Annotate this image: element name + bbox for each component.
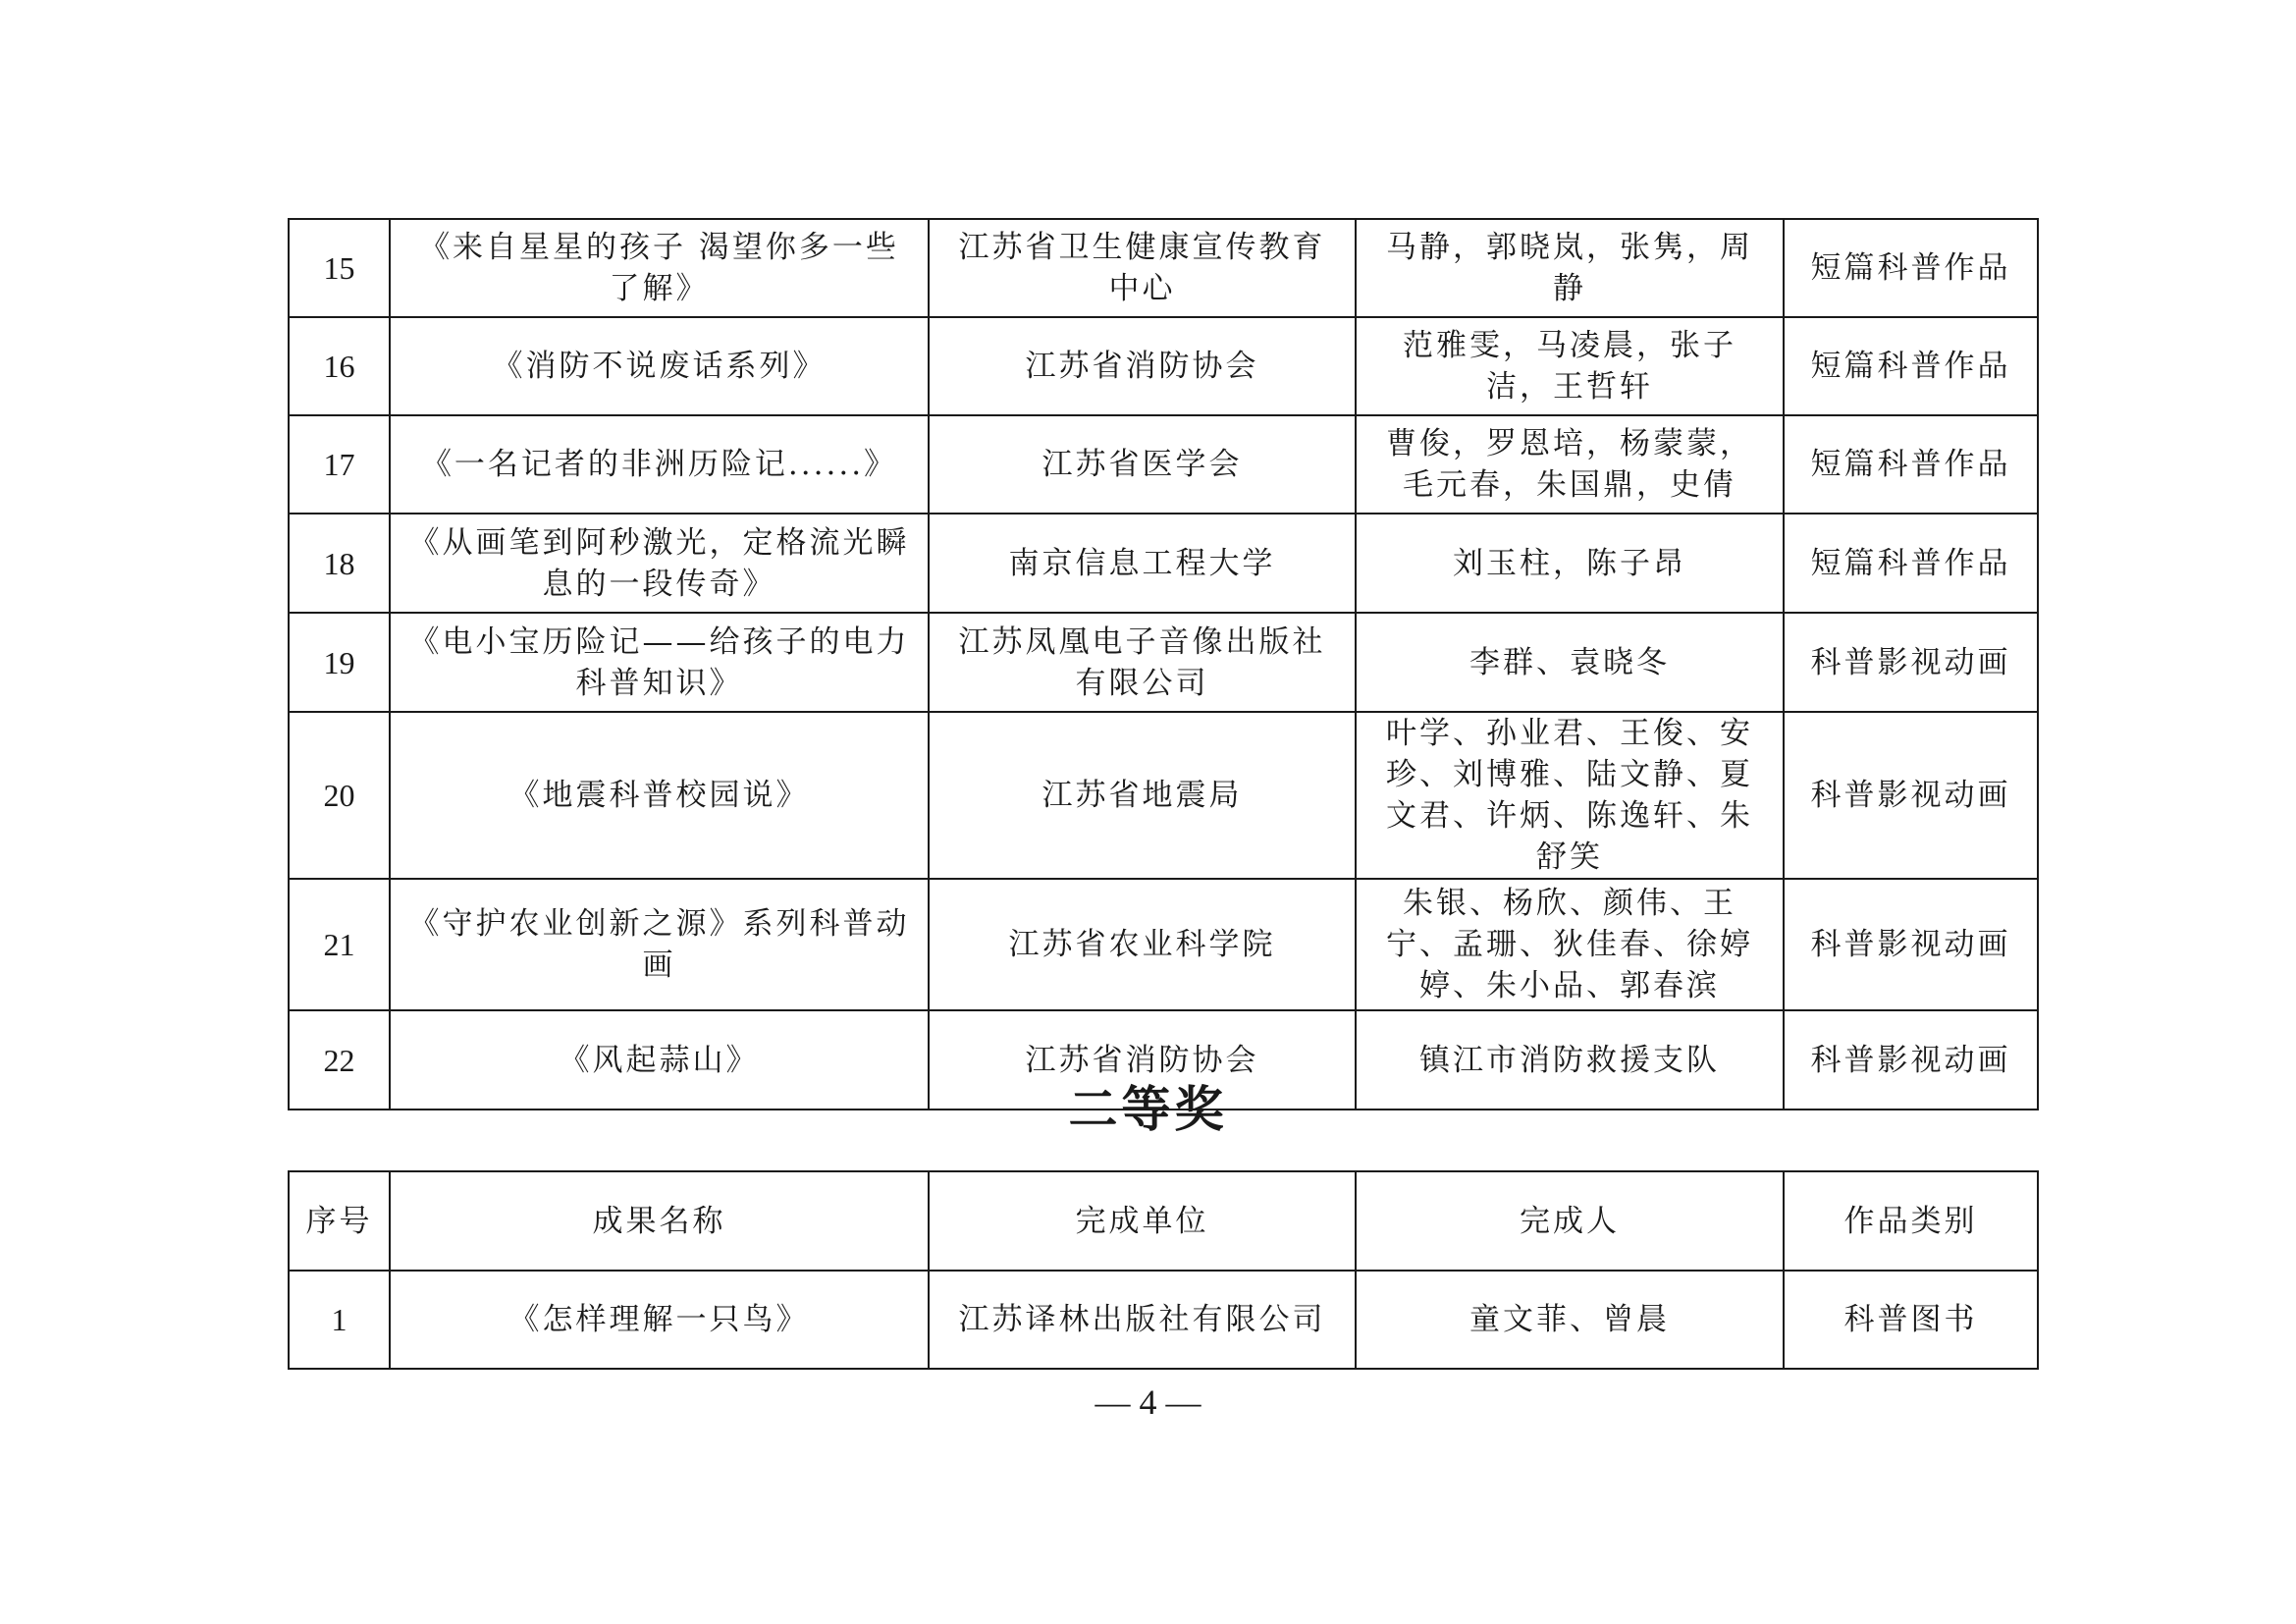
table-row [289, 415, 2038, 514]
header-title: 成果名称 [390, 1171, 929, 1271]
completing-unit: 南京信息工程大学 [929, 514, 1356, 613]
completing-unit: 江苏省消防协会 [929, 317, 1356, 415]
work-category: 科普影视动画 [1784, 879, 2038, 1010]
authors: 曹俊，罗恩培，杨蒙蒙，毛元春，朱国鼎，史倩 [1356, 415, 1784, 514]
work-title: 《守护农业创新之源》系列科普动画 [390, 879, 929, 1010]
first-prize-table-continued [288, 218, 2039, 1110]
row-number: 17 [289, 415, 390, 514]
completing-unit: 江苏省消防协会 [929, 1010, 1356, 1110]
authors: 童文菲、曾晨 [1356, 1271, 1784, 1369]
work-category: 科普图书 [1784, 1271, 2038, 1369]
row-number: 16 [289, 317, 390, 415]
authors: 叶学、孙业君、王俊、安珍、刘博雅、陆文静、夏文君、许炳、陈逸轩、朱舒笑 [1356, 712, 1784, 879]
work-title: 《怎样理解一只鸟》 [390, 1271, 929, 1369]
work-title: 《从画笔到阿秒激光，定格流光瞬息的一段传奇》 [390, 514, 929, 613]
header-authors: 完成人 [1356, 1171, 1784, 1271]
row-number: 15 [289, 219, 390, 317]
work-category: 短篇科普作品 [1784, 317, 2038, 415]
authors: 朱银、杨欣、颜伟、王宁、孟珊、狄佳春、徐婷婷、朱小品、郭春滨 [1356, 879, 1784, 1010]
header-number: 序号 [289, 1171, 390, 1271]
work-category: 科普影视动画 [1784, 613, 2038, 712]
table-header-row [289, 1171, 2038, 1271]
work-category: 科普影视动画 [1784, 1010, 2038, 1110]
work-title: 《消防不说废话系列》 [390, 317, 929, 415]
row-number: 22 [289, 1010, 390, 1110]
page-number: — 4 — [1095, 1382, 1201, 1422]
table-row [289, 879, 2038, 1010]
second-prize-table [288, 1170, 2039, 1370]
row-number: 19 [289, 613, 390, 712]
completing-unit: 江苏省卫生健康宣传教育中心 [929, 219, 1356, 317]
row-number: 21 [289, 879, 390, 1010]
second-prize-heading: 二等奖 [1068, 1081, 1228, 1138]
completing-unit: 江苏省地震局 [929, 712, 1356, 879]
authors: 刘玉柱，陈子昂 [1356, 514, 1784, 613]
table-row [289, 219, 2038, 317]
work-category: 科普影视动画 [1784, 712, 2038, 879]
work-title: 《一名记者的非洲历险记......》 [390, 415, 929, 514]
table-row [289, 1271, 2038, 1369]
table-row [289, 317, 2038, 415]
work-title: 《地震科普校园说》 [390, 712, 929, 879]
authors: 马静，郭晓岚，张隽，周静 [1356, 219, 1784, 317]
completing-unit: 江苏省农业科学院 [929, 879, 1356, 1010]
table-row [289, 514, 2038, 613]
completing-unit: 江苏凤凰电子音像出版社有限公司 [929, 613, 1356, 712]
row-number: 18 [289, 514, 390, 613]
work-category: 短篇科普作品 [1784, 415, 2038, 514]
table-row [289, 613, 2038, 712]
completing-unit: 江苏省医学会 [929, 415, 1356, 514]
header-category: 作品类别 [1784, 1171, 2038, 1271]
work-title: 《风起蒜山》 [390, 1010, 929, 1110]
authors: 李群、袁晓冬 [1356, 613, 1784, 712]
authors: 镇江市消防救援支队 [1356, 1010, 1784, 1110]
table-row [289, 712, 2038, 879]
work-category: 短篇科普作品 [1784, 219, 2038, 317]
row-number: 1 [289, 1271, 390, 1369]
work-title: 《电小宝历险记——给孩子的电力科普知识》 [390, 613, 929, 712]
row-number: 20 [289, 712, 390, 879]
authors: 范雅雯，马凌晨，张子洁，王哲轩 [1356, 317, 1784, 415]
work-category: 短篇科普作品 [1784, 514, 2038, 613]
work-title: 《来自星星的孩子 渴望你多一些了解》 [390, 219, 929, 317]
completing-unit: 江苏译林出版社有限公司 [929, 1271, 1356, 1369]
header-unit: 完成单位 [929, 1171, 1356, 1271]
